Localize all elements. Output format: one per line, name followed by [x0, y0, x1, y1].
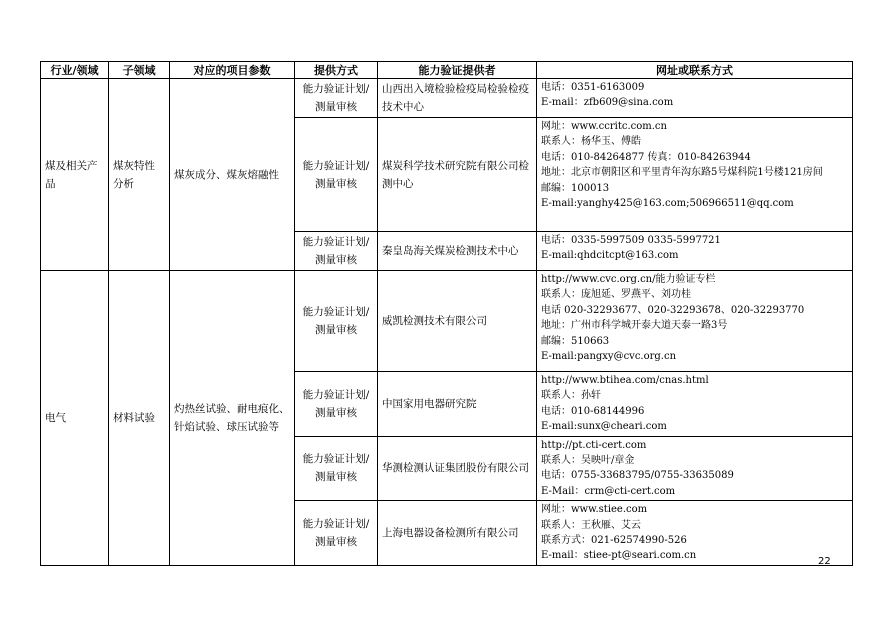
- page-number: 22: [818, 556, 831, 567]
- contact-line: http://pt.cti-cert.com: [541, 439, 647, 451]
- contact-cell: [537, 271, 853, 372]
- header-industry: 行业/领域: [41, 62, 109, 79]
- contact-line: 网址：www.stiee.com: [541, 504, 648, 516]
- provider-cell: 中国家用电器研究院: [378, 372, 537, 437]
- table-row: [41, 79, 853, 118]
- industry-cell: 煤及相关产品: [41, 79, 109, 271]
- contact-line: 地址：广州市科学城开泰大道天泰一路3号: [541, 320, 728, 332]
- contact-line: E-mail:qhdcitcpt@163.com: [541, 250, 679, 262]
- contact-line: 邮编：510663: [541, 335, 610, 347]
- header-contact: 网址或联系方式: [537, 62, 853, 79]
- industry-cell: 电气: [41, 271, 109, 566]
- header-provider: 能力验证提供者: [378, 62, 537, 79]
- contact-cell: [537, 436, 853, 501]
- contact-line: 电话：010-84264877 传真：010-84263944: [541, 151, 751, 163]
- contact-line: E-Mail：crm@cti-cert.com: [541, 485, 676, 497]
- subfield-cell: 材料试验: [109, 271, 170, 566]
- params-cell: 煤灰成分、煤灰熔融性: [170, 79, 295, 271]
- provider-cell: 威凯检测技术有限公司: [378, 271, 537, 372]
- provider-cell: 秦皇岛海关煤炭检测技术中心: [378, 232, 537, 271]
- table-row: [41, 271, 853, 372]
- contact-cell: [537, 118, 853, 232]
- contact-line: E-mail：stiee-pt@seari.com.cn: [541, 550, 697, 562]
- contact-line: 联系方式：021-62574990-526: [541, 535, 687, 547]
- header-params: 对应的项目参数: [170, 62, 295, 79]
- header-method: 提供方式: [295, 62, 378, 79]
- proficiency-testing-table: [40, 61, 853, 566]
- contact-line: 电话 020-32293677、020-32293678、020-32293770: [541, 304, 805, 316]
- contact-line: E-mail：zfb609@sina.com: [541, 97, 674, 109]
- method-cell: 能力验证计划/测量审核: [295, 436, 378, 501]
- contact-line: 网址：www.ccritc.com.cn: [541, 121, 667, 132]
- provider-cell: 华测检测认证集团股份有限公司: [378, 436, 537, 501]
- contact-line: 邮编：100013: [541, 182, 610, 194]
- method-cell: 能力验证计划/测量审核: [295, 118, 378, 232]
- contact-line: E-mail:sunx@cheari.com: [541, 421, 667, 433]
- contact-cell: [537, 232, 853, 271]
- contact-line: 电话：010-68144996: [541, 405, 645, 417]
- contact-line: 电话：0335-5997509 0335-5997721: [541, 235, 721, 246]
- method-cell: 能力验证计划/测量审核: [295, 372, 378, 437]
- method-cell: 能力验证计划/测量审核: [295, 271, 378, 372]
- contact-line: E-mail:yanghy425@163.com;506966511@qq.com: [541, 198, 794, 210]
- provider-cell: 煤炭科学技术研究院有限公司检测中心: [378, 118, 537, 232]
- contact-cell: [537, 79, 853, 118]
- contact-line: 联系人：杨华玉、傅皓: [541, 136, 641, 148]
- provider-cell: 上海电器设备检测所有限公司: [378, 501, 537, 566]
- header-subfield: 子领域: [109, 62, 170, 79]
- contact-line: 联系人：孙轩: [541, 390, 601, 402]
- method-cell: 能力验证计划/测量审核: [295, 232, 378, 271]
- contact-line: http://www.cvc.org.cn/能力验证专栏: [541, 274, 716, 285]
- params-cell: 灼热丝试验、耐电痕化、针焰试验、球压试验等: [170, 271, 295, 566]
- contact-cell: [537, 372, 853, 437]
- contact-line: E-mail:pangxy@cvc.org.cn: [541, 351, 677, 363]
- contact-line: 联系人：庞旭延、罗燕平、刘功桂: [541, 289, 691, 301]
- method-cell: 能力验证计划/测量审核: [295, 79, 378, 118]
- table-header-row: [41, 62, 853, 79]
- contact-line: 电话：0755-33683795/0755-33635089: [541, 470, 734, 482]
- contact-line: 联系人：吴映叶/章金: [541, 455, 635, 467]
- contact-line: http://www.btihea.com/cnas.html: [541, 375, 709, 386]
- provider-cell: 山西出入境检验检疫局检验检疫技术中心: [378, 79, 537, 118]
- subfield-cell: 煤灰特性分析: [109, 79, 170, 271]
- contact-line: 电话：0351-6163009: [541, 82, 645, 93]
- contact-line: 联系人：王秋雁、艾云: [541, 519, 641, 531]
- contact-cell: [537, 501, 853, 566]
- method-cell: 能力验证计划/测量审核: [295, 501, 378, 566]
- contact-line: 地址：北京市朝阳区和平里青年沟东路5号煤科院1号楼121房间: [541, 167, 823, 179]
